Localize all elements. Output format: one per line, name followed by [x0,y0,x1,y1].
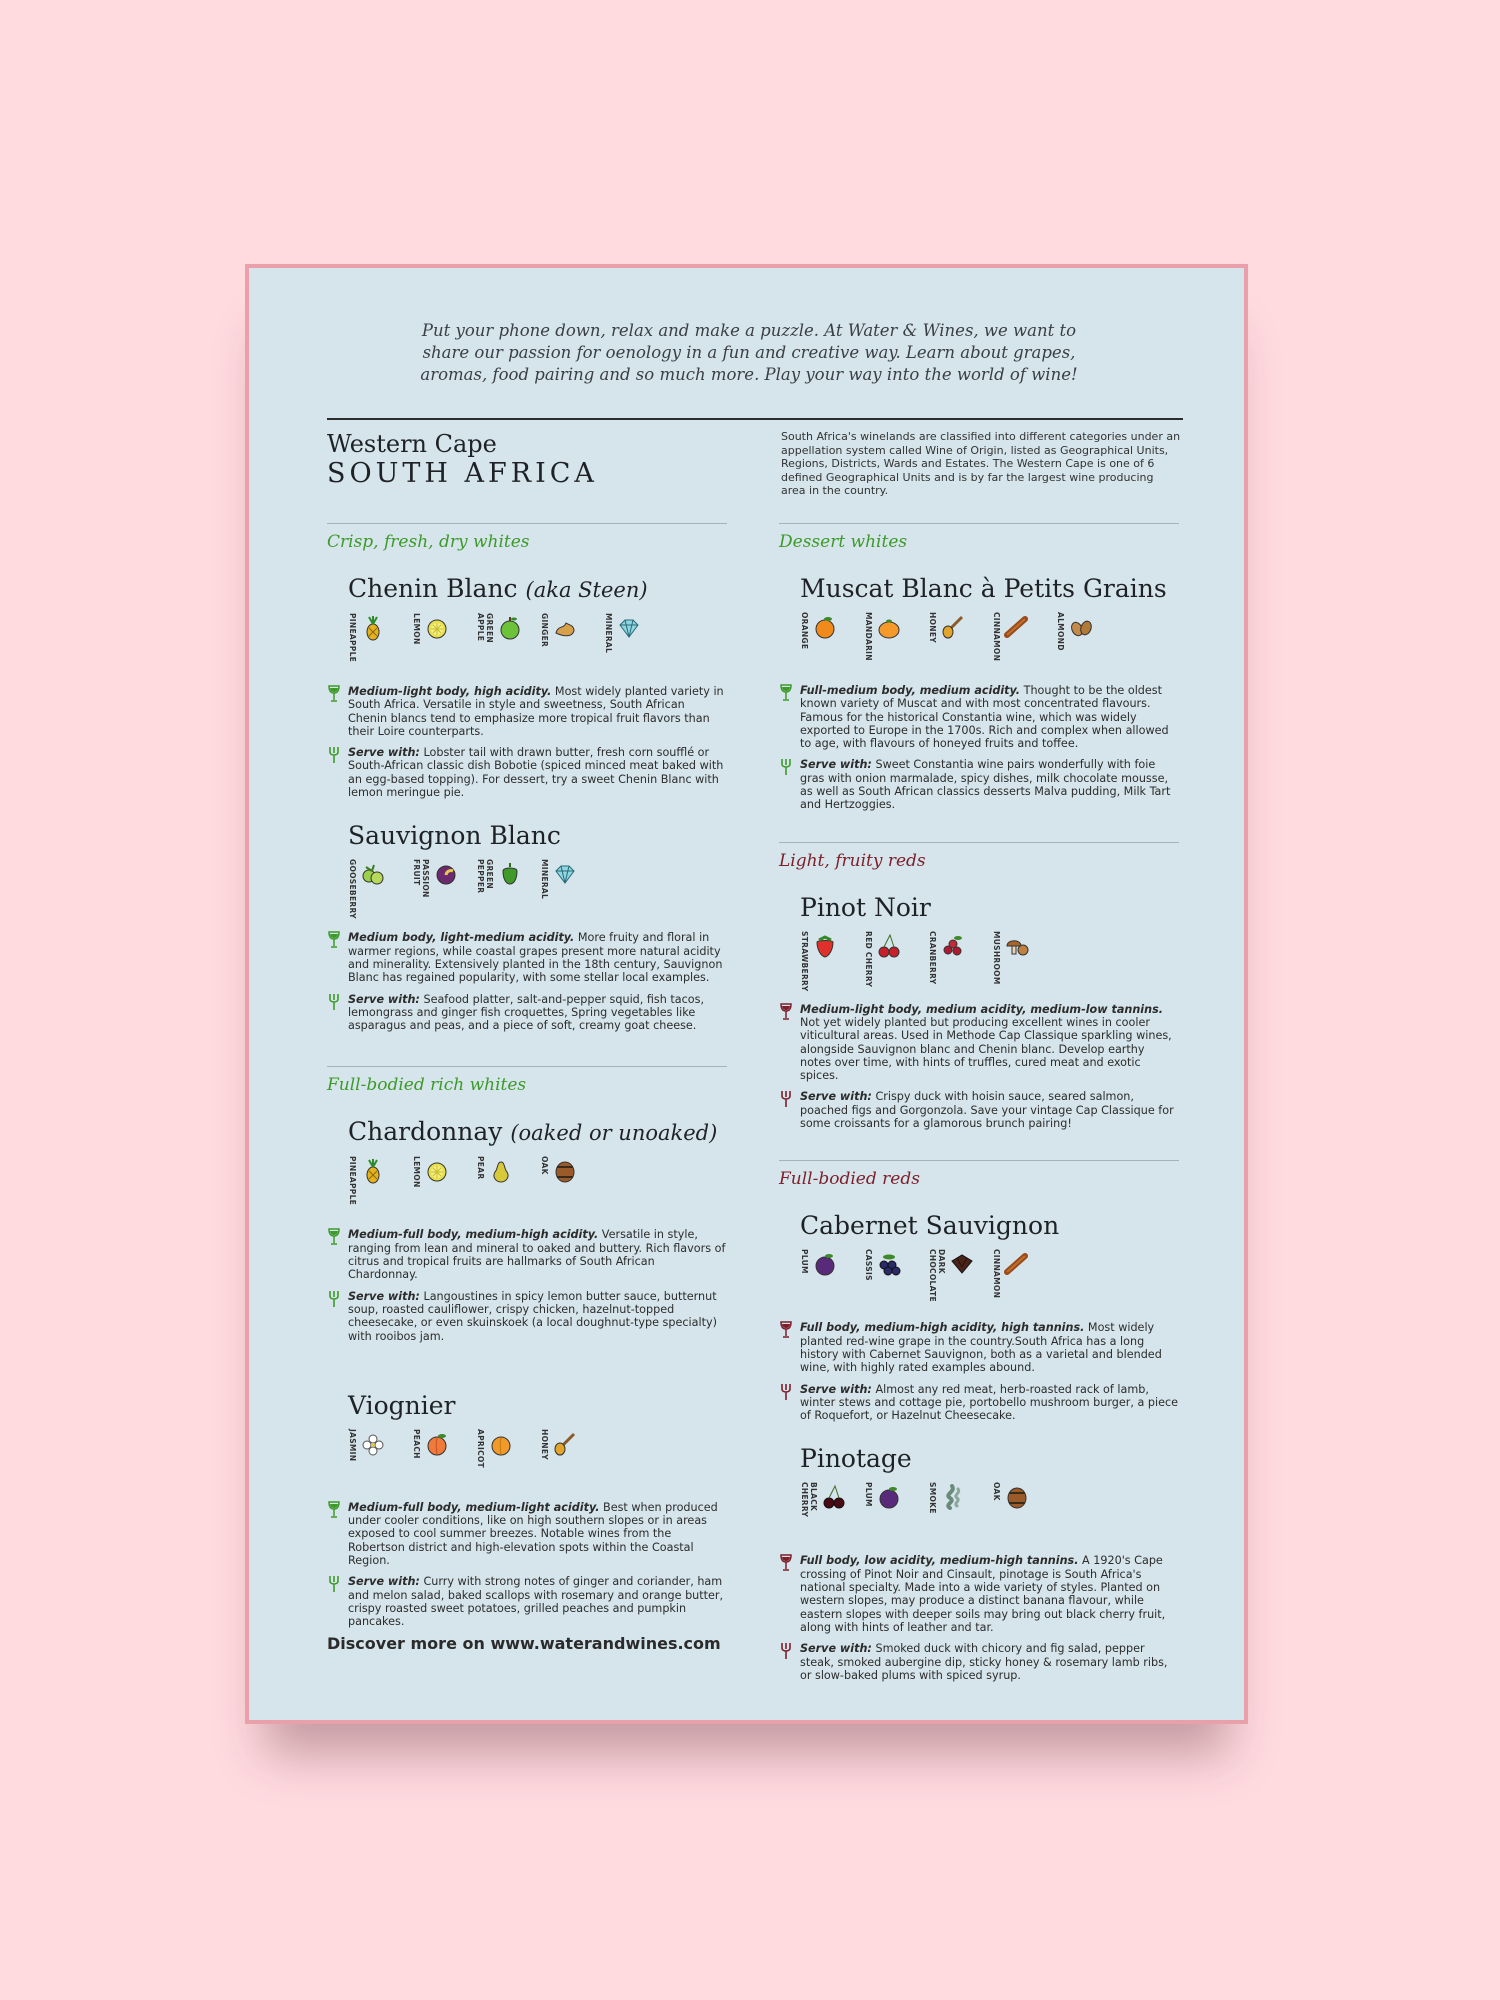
aroma-label: MINERAL [540,859,549,900]
wine-glass-icon [780,1321,792,1339]
top-divider [327,418,1183,420]
wine-glass-icon [328,685,340,703]
wine-aka: (oaked or unoaked) [510,1121,718,1146]
plum-icon [812,1251,838,1277]
wine-glass-icon [780,684,792,702]
aroma-item [928,1482,984,1514]
aroma-label: CRANBERRY [928,930,937,985]
pairing-text: Langoustines in spicy lemon butter sauce, butternut soup, roasted cauliflower, crispy chicken, hazelnut-topped cheesecake, or even skuinskoek (a local doughnut-type specialty) with rooibos jam. [348,1289,717,1343]
aroma-item [928,1249,984,1307]
aroma-label: PEACH [412,1428,421,1459]
wine-entry [327,1391,727,1629]
aroma-label: HONEY [540,1428,549,1460]
aroma-item [348,613,404,662]
aroma-item [412,859,468,917]
red-cherry-icon [876,933,902,959]
pairing-bold: Serve with: [348,746,420,760]
profile-bold: Medium-light body, medium acidity, medium-low tannins. [800,1002,1164,1016]
profile-bold: Medium-full body, medium-high acidity. [348,1228,599,1242]
wine-entry [327,821,727,1032]
pairing-text: Sweet Constantia wine pairs wonderfully with foie gras with onion marmalade, spicy dishes, milk chocolate mousse, as well as South African classics desserts Malva pudding, Milk Tart and Hertzoggies. [800,758,1171,812]
fork-icon [328,746,340,764]
pairing-bold: Serve with: [800,1090,872,1104]
aroma-label: CINNAMON [992,612,1001,662]
aroma-item [540,1156,596,1184]
wine-profile [348,1501,727,1567]
pear-icon [488,1158,514,1184]
profile-text: A 1920's Cape crossing of Pinot Noir and Cinsault, pinotage is South Africa's national specialty. Made into a wide variety of styles. Planted on western slopes, may produce a distinct banana flavour, while eastern slopes with deeper soils may bring out black cherry fruit, along with hints of leather and tar. [800,1554,1166,1634]
pairing-text: Smoked duck with chicory and fig salad, pepper steak, smoked aubergine dip, sticky honey & rosemary lamb ribs, or slow-baked plums with spiced syrup. [800,1642,1168,1682]
aroma-item [864,931,920,987]
cinnamon-icon [1004,1251,1030,1277]
aroma-label: GREEN PEPPER [476,859,494,894]
profile-text: More fruity and floral in warmer regions, while coastal grapes present more natural acidity and minerality. Extensively planted in the 18th century, Sauvignon Blanc has regained popularity, with some stellar local examples. [348,931,723,985]
aroma-label: HONEY [928,612,937,643]
aroma-label: MINERAL [604,613,613,654]
aroma-row [348,1429,727,1489]
aroma-label: PASSION FRUIT [412,859,430,898]
fork-icon [328,993,340,1011]
profile-text: Thought to be the oldest known variety of Muscat and with most concentrated flavours. Famous for the historical Constantia wine, which was widely exported to Europe in the 1700s. Rich and complex when allowed to age, with flavours of honeyed fruits and toffee. [800,684,1169,751]
wine-name-text: Pinotage [800,1444,912,1474]
aroma-item [928,612,984,643]
wine-entry [779,574,1179,812]
wine-profile [800,1003,1179,1083]
aroma-item [476,859,532,917]
food-pairing [800,1642,1179,1682]
category-heading: Full-bodied reds [779,1160,1179,1189]
almond-icon [1068,614,1094,640]
aroma-item [348,859,404,920]
wine-glass-icon [780,1003,792,1021]
aroma-label: MANDARIN [864,612,873,661]
wine-name-text: Viognier [348,1390,456,1420]
aroma-item [992,931,1048,985]
wine-name [800,1444,1179,1474]
aroma-row [348,1156,727,1216]
mandarin-icon [876,614,902,640]
region-title: Western Cape [327,430,497,458]
food-pairing [800,1090,1179,1130]
strawberry-icon [812,933,838,959]
aroma-item [476,613,532,671]
aroma-item [348,1429,404,1461]
wine-profile [800,1321,1179,1374]
aroma-item [800,1249,856,1277]
dark-chocolate-icon [949,1251,975,1277]
aroma-item [604,613,660,653]
honey-dipper-icon [552,1431,578,1457]
wine-profile [348,685,727,738]
pineapple-icon [360,615,386,641]
smoke-icon [940,1484,966,1510]
fork-icon [780,1642,792,1660]
intro-text: Put your phone down, relax and make a puzzle. At Water & Wines, we want to share our passion for oenology in a fun and creative way. Learn about grapes, aromas, food pairing and so much more. Play your way into the world of wine! [420,321,1078,384]
aroma-row [348,859,727,919]
fork-icon [328,1290,340,1308]
fork-icon [780,758,792,776]
category-heading: Crisp, fresh, dry whites [327,523,727,552]
profile-text: Versatile in style, ranging from lean and mineral to oaked and buttery. Rich flavors of citrus and tropical fruits are hallmarks of South African Chardonnay. [348,1228,726,1282]
food-pairing [348,993,727,1033]
food-pairing [348,746,727,799]
wine-name-text: Cabernet Sauvignon [800,1211,1060,1241]
aroma-item [800,1482,856,1540]
aroma-label: GINGER [540,613,549,648]
wine-name-text: Chenin Blanc [348,574,518,603]
wine-profile [800,1554,1179,1634]
aroma-label: PLUM [800,1249,809,1275]
oak-barrel-icon [552,1158,578,1184]
aroma-label: DARK CHOCOLATE [928,1249,946,1303]
aroma-item [1056,612,1112,651]
wine-profile [800,684,1179,750]
aroma-label: CINNAMON [992,1249,1001,1299]
profile-text: Best when produced under cooler conditions, like on high southern slopes or in areas exposed to cool summer breezes. Notable wines from the Robertson district and high-elevation spots within the Coastal Region. [348,1500,718,1568]
food-pairing [800,758,1179,811]
aroma-label: ORANGE [800,612,809,650]
aroma-label: OAK [992,1482,1001,1502]
aroma-label: PEAR [476,1156,485,1180]
wine-entry [327,574,727,799]
aroma-label: STRAWBERRY [800,930,809,992]
wine-name-text: Pinot Noir [800,892,931,922]
aroma-item [412,1156,468,1188]
wine-name-text: Sauvignon Blanc [348,821,561,851]
aroma-item [992,1249,1048,1298]
food-pairing [348,1290,727,1343]
aroma-label: JASMIN [348,1428,357,1462]
profile-bold: Medium-full body, medium-light acidity. [348,1500,600,1514]
aroma-item [540,1429,596,1460]
profile-bold: Medium body, light-medium acidity. [348,931,575,945]
pairing-text: Crispy duck with hoisin sauce, seared salmon, poached figs and Gorgonzola. Save your vintage Cap Classique for some croissants for a glamorous brunch pairing! [800,1090,1174,1131]
category-heading: Light, fruity reds [779,842,1179,871]
aroma-label: APRICOT [476,1428,485,1468]
mineral-icon [552,861,578,887]
fork-icon [780,1090,792,1108]
aroma-label: MUSHROOM [992,930,1001,985]
pairing-text: Lobster tail with drawn butter, fresh corn soufflé or South-African classic dish Bobotie (spiced minced meat baked with an egg-based topping). For dessert, try a sweet Chenin Blanc with lemon meringue pie. [348,746,724,800]
gooseberry-icon [360,861,386,887]
aroma-label: SMOKE [928,1482,937,1515]
cranberry-icon [940,933,966,959]
cinnamon-icon [1004,614,1030,640]
orange-icon [812,614,838,640]
wine-aka: (aka Steen) [525,578,648,602]
profile-text: Not yet widely planted but producing excellent wines in cooler viticultural areas. Used in Methode Cap Classique sparkling wines, alongside Sauvignon blanc and Chenin blanc. Develop earthy notes over time, with hints of truffles, cured meat and exotic spices. [800,1015,1172,1083]
mineral-icon [616,615,642,641]
aroma-label: PLUM [864,1482,873,1508]
aroma-label: BLACK CHERRY [800,1482,818,1518]
wine-glass-icon [780,1554,792,1572]
fork-icon [328,1575,340,1593]
plum-icon [876,1484,902,1510]
pairing-text: Curry with strong notes of ginger and coriander, ham and melon salad, baked scallops with rosemary and orange butter, crispy roasted sweet potatoes, grilled peaches and pumpkin pancakes. [348,1575,724,1629]
black-cherry-icon [821,1484,847,1510]
cassis-icon [876,1251,902,1277]
wine-name [348,574,727,605]
left-column [327,523,727,1629]
aroma-row [800,1249,1179,1309]
poster-card [245,264,1248,1724]
aroma-item [864,612,920,661]
category-heading: Full-bodied rich whites [327,1066,727,1095]
aroma-label: PINEAPPLE [348,1156,357,1206]
aroma-label: GOOSEBERRY [348,859,357,920]
aroma-row [800,612,1179,672]
aroma-label: PINEAPPLE [348,613,357,663]
pairing-bold: Serve with: [800,1642,872,1656]
profile-bold: Full body, medium-high acidity, high tannins. [800,1321,1085,1335]
wine-name [348,1391,727,1421]
pairing-bold: Serve with: [348,992,420,1006]
wine-profile [348,1228,727,1281]
pairing-bold: Serve with: [348,1575,420,1589]
food-pairing [800,1383,1179,1423]
profile-bold: Full body, low acidity, medium-high tannins. [800,1554,1079,1568]
country-title: SOUTH AFRICA [327,458,598,489]
wine-name [348,1117,727,1148]
wine-name [800,893,1179,923]
profile-bold: Medium-light body, high acidity. [348,685,552,698]
ginger-icon [552,615,578,641]
aroma-item [992,1482,1048,1510]
aroma-item [928,931,984,984]
green-pepper-icon [497,861,523,887]
wine-name [800,1211,1179,1241]
right-column [779,523,1179,1682]
region-description: South Africa's winelands are classified into different categories under an appellation system called Wine of Origin, listed as Geographical Units, Regions, Districts, Wards and Estates. The Western Cape is one of 6 defined Geographical Units and is by far the largest wine producing area in the country. [781,430,1181,498]
pairing-bold: Serve with: [348,1289,420,1303]
aroma-row [348,613,727,673]
lemon-icon [424,1158,450,1184]
profile-text: Most widely planted red-wine grape in the country.South Africa has a long history with Cabernet Sauvignon, both as a varietal and blended wine, with highly rated examples abound. [800,1321,1162,1375]
aroma-item [800,930,856,992]
aroma-label: OAK [540,1156,549,1176]
wine-entry [327,1117,727,1342]
wine-glass-icon [328,1228,340,1246]
aroma-item [476,1156,532,1184]
aroma-item [348,1156,404,1205]
honey-dipper-icon [940,614,966,640]
pairing-text: Seafood platter, salt-and-pepper squid, fish tacos, lemongrass and ginger fish croquettes, Spring vegetables like asparagus and peas, and a piece of soft, creamy goat cheese. [348,992,705,1033]
aroma-row [800,1482,1179,1542]
aroma-label: LEMON [412,1156,421,1188]
green-apple-icon [497,615,523,641]
wine-profile [348,931,727,984]
aroma-item [800,612,856,649]
jasmin-icon [360,1431,386,1457]
wine-name-text: Muscat Blanc à Petits Grains [800,574,1167,603]
pairing-text: Almost any red meat, herb-roasted rack of lamb, winter stews and cottage pie, portobello mushroom burger, a piece of Roquefort, or Hazelnut Cheesecake. [800,1382,1178,1423]
profile-bold: Full-medium body, medium acidity. [800,684,1021,697]
aroma-item [476,1429,532,1468]
mushroom-icon [1004,933,1030,959]
website-link[interactable]: Discover more on www.waterandwines.com [327,1634,721,1653]
aroma-item [540,859,596,899]
food-pairing [348,1575,727,1628]
aroma-row [800,931,1179,991]
peach-icon [424,1431,450,1457]
wine-glass-icon [328,931,340,949]
profile-text: Most widely planted variety in South Africa. Versatile in style and sweetness, South African Chenin blancs tend to emphasize more tropical fruit flavors than their Loire counterparts. [348,685,724,738]
wine-entry [779,893,1179,1131]
aroma-label: ALMOND [1056,612,1065,651]
apricot-icon [488,1431,514,1457]
wine-name [348,821,727,851]
fork-icon [780,1383,792,1401]
aroma-item [412,613,468,645]
lemon-icon [424,615,450,641]
pairing-bold: Serve with: [800,1382,872,1396]
aroma-label: RED CHERRY [864,930,873,987]
category-heading: Dessert whites [779,523,1179,552]
aroma-label: LEMON [412,613,421,645]
wine-glass-icon [328,1501,340,1519]
aroma-item [992,612,1048,661]
aroma-label: GREEN APPLE [476,613,494,643]
wine-entry [779,1444,1179,1682]
aroma-item [864,1482,920,1510]
aroma-item [412,1429,468,1459]
wine-name [800,574,1179,604]
oak-barrel-icon [1004,1484,1030,1510]
wine-name-text: Chardonnay [348,1117,503,1147]
passion-fruit-icon [433,861,459,887]
aroma-item [540,613,596,647]
pairing-bold: Serve with: [800,758,872,772]
wine-entry [779,1211,1179,1422]
pineapple-icon [360,1158,386,1184]
aroma-item [864,1249,920,1281]
aroma-label: CASSIS [864,1249,873,1282]
